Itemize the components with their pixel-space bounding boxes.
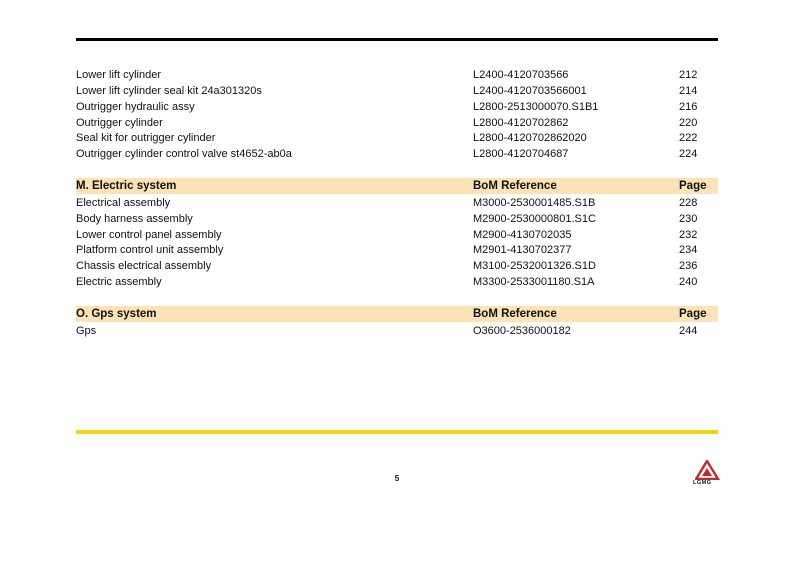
table-row [76, 115, 718, 131]
part-description: Lower lift cylinder [76, 69, 161, 81]
bom-reference: L2800-4120704687 [473, 148, 569, 160]
table-row [76, 242, 718, 258]
part-description: Seal kit for outrigger cylinder [76, 132, 216, 144]
table-row [76, 146, 718, 162]
logo-text: LGMG [693, 480, 712, 486]
part-description: Lower control panel assembly [76, 229, 222, 241]
bom-reference: L2800-4120702862020 [473, 132, 587, 144]
page-reference: 244 [679, 325, 698, 337]
section-header-gps-system [76, 306, 718, 322]
page-reference: 222 [679, 132, 698, 144]
bom-reference: L2800-2513000070.S1B1 [473, 101, 599, 113]
lgmg-logo [695, 460, 721, 486]
table-row [76, 130, 718, 146]
bom-reference: M3000-2530001485.S1B [473, 197, 596, 209]
part-description: Gps [76, 325, 97, 337]
section-title: O. Gps system [76, 308, 157, 320]
table-row [76, 99, 718, 115]
part-description: Platform control unit assembly [76, 244, 224, 256]
page-reference: 216 [679, 101, 698, 113]
page-header: Page [679, 308, 707, 320]
bom-reference: M2900-2530000801.S1C [473, 213, 596, 225]
page-reference: 230 [679, 213, 698, 225]
table-row [76, 83, 718, 99]
part-description: Body harness assembly [76, 213, 193, 225]
part-description: Electrical assembly [76, 197, 171, 209]
page-reference: 236 [679, 260, 698, 272]
page-reference: 232 [679, 229, 698, 241]
table-row [76, 258, 718, 274]
bom-reference: L2400-4120703566001 [473, 85, 587, 97]
page-reference: 234 [679, 244, 698, 256]
page-reference: 240 [679, 276, 698, 288]
bom-reference: M3300-2533001180.S1A [473, 276, 595, 288]
page-number: 5 [394, 474, 400, 483]
part-description: Electric assembly [76, 276, 162, 288]
bom-reference: O3600-2536000182 [473, 325, 571, 337]
lgmg-logo-icon [695, 460, 721, 480]
bom-reference: L2400-4120703566 [473, 69, 569, 81]
page-reference: 228 [679, 197, 698, 209]
page-reference: 224 [679, 148, 698, 160]
table-row [76, 211, 718, 227]
top-rule [76, 38, 718, 41]
page-header: Page [679, 180, 707, 192]
bom-reference-header: BoM Reference [473, 180, 557, 192]
bom-reference: M2900-4130702035 [473, 229, 572, 241]
section-header-electric-system [76, 178, 718, 194]
table-row [76, 67, 718, 83]
bom-reference-header: BoM Reference [473, 308, 557, 320]
table-row [76, 323, 718, 339]
part-description: Outrigger cylinder [76, 117, 163, 129]
page-reference: 220 [679, 117, 698, 129]
bom-reference: M2901-4130702377 [473, 244, 572, 256]
page-reference: 212 [679, 69, 698, 81]
footer-rule [76, 430, 718, 434]
part-description: Chassis electrical assembly [76, 260, 212, 272]
part-description: Lower lift cylinder seal kit 24a301320s [76, 85, 262, 97]
part-description: Outrigger cylinder control valve st4652-ab0a [76, 148, 292, 160]
table-row [76, 195, 718, 211]
section-title: M. Electric system [76, 180, 177, 192]
page-reference: 214 [679, 85, 698, 97]
part-description: Outrigger hydraulic assy [76, 101, 195, 113]
table-row [76, 227, 718, 243]
table-row [76, 274, 718, 290]
bom-reference: M3100-2532001326.S1D [473, 260, 596, 272]
bom-reference: L2800-4120702862 [473, 117, 569, 129]
